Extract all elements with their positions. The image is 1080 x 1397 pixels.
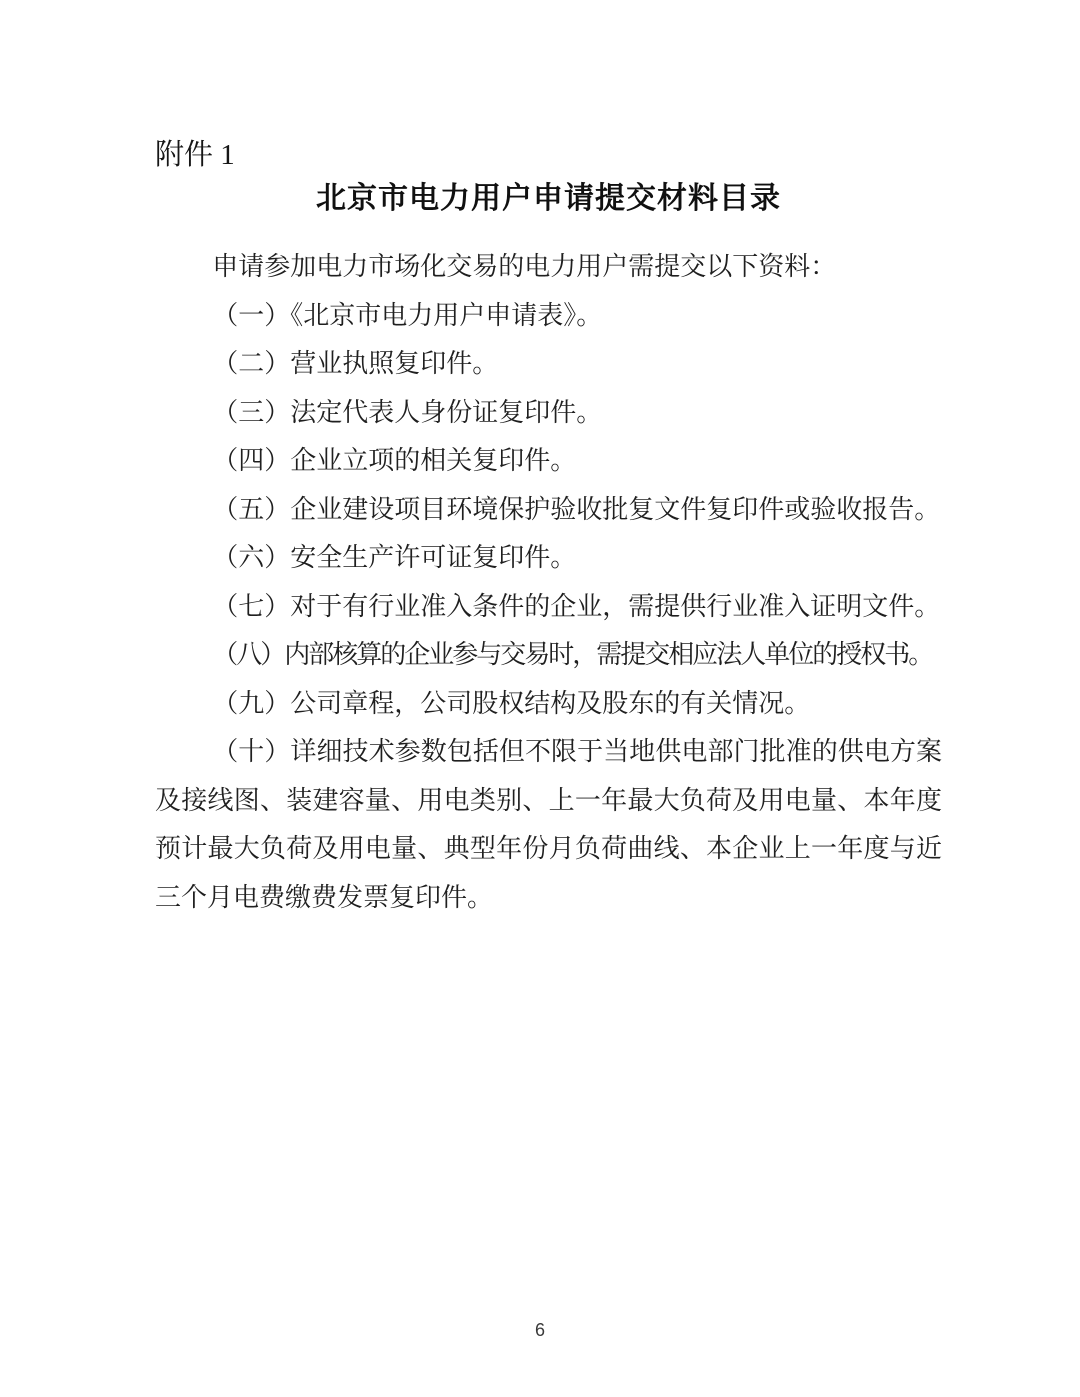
list-item-5: （五）企业建设项目环境保护验收批复文件复印件或验收报告。: [212, 494, 941, 524]
document-content: [0, 136, 1080, 922]
intro-paragraph: 申请参加电力市场化交易的电力用户需提交以下资料：: [212, 252, 837, 281]
list-item-6: （六）安全生产许可证复印件。: [212, 543, 577, 572]
list-item-3: （三）法定代表人身份证复印件。: [212, 397, 603, 427]
page-number: 6: [534, 1320, 545, 1340]
list-item-10: （十）详细技术参数包括但不限于当地供电部门批准的供电方案及接线图、装建容量、用电类别、上一年最大负荷及用电量、本年度预计最大负荷及用电量、典型年份月负荷曲线、本企业上一年度与近三个月电费缴费发票复印件。: [155, 737, 942, 912]
list-item-4: （四）企业立项的相关复印件。: [212, 446, 577, 475]
attachment-label: 附件 1: [155, 139, 235, 171]
list-item-7: （七）对于有行业准入条件的企业，需提供行业准入证明文件。: [212, 591, 941, 621]
list-item-9: （九）公司章程，公司股权结构及股东的有关情况。: [212, 688, 811, 718]
list-item-2: （二）营业执照复印件。: [212, 349, 499, 378]
document-title: 北京市电力用户申请提交材料目录: [316, 182, 781, 215]
list-item-1: （一）《北京市电力用户申请表》。: [212, 300, 603, 330]
list-item-8: （八）内部核算的企业参与交易时，需提交相应法人单位的授权书。: [212, 640, 933, 669]
